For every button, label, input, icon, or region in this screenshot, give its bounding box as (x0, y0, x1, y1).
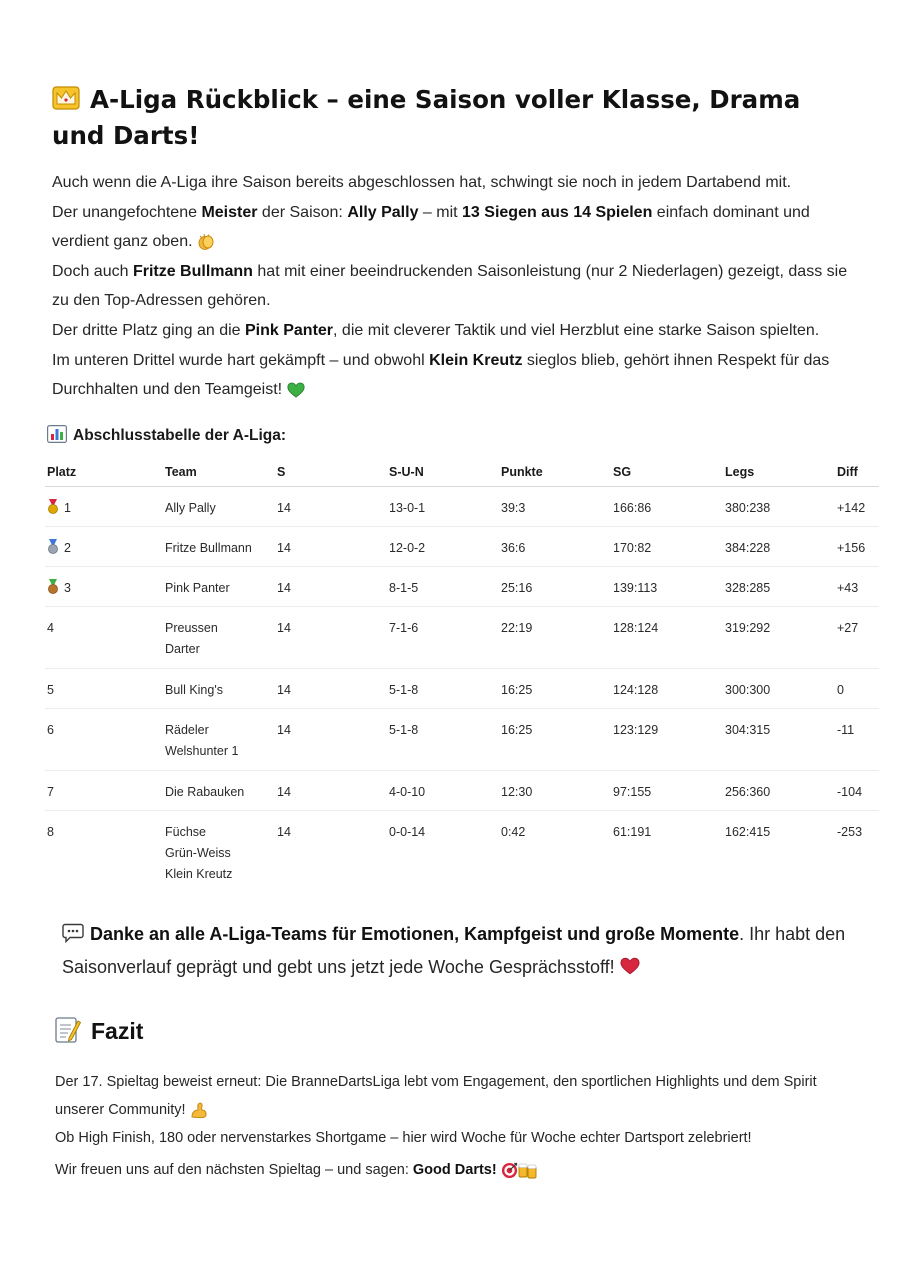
cell-sun: 5-1-8 (387, 669, 499, 709)
cell-s: 14 (275, 567, 387, 607)
column-header-diff: Diff (835, 458, 879, 487)
cell-team: Die Rabauken (163, 771, 275, 811)
table-row (45, 811, 879, 894)
table-row (45, 771, 879, 811)
fazit-paragraph-1: Der 17. Spieltag beweist erneut: Die BranneDartsLiga lebt vom Engagement, den sportlichen Highlights und dem Spirit unserer Community! (55, 1074, 817, 1118)
cell-s: 14 (275, 527, 387, 567)
cell-sg: 123:129 (611, 709, 723, 771)
cell-legs: 304:315 (723, 709, 835, 771)
column-header-team: Team (163, 458, 275, 487)
speech-bubble-icon (62, 923, 84, 943)
cell-diff: -11 (835, 709, 879, 771)
cell-platz: 5 (45, 669, 163, 709)
cell-team: Fritze Bullmann (163, 527, 275, 567)
cell-team: Füchse Grün-Weiss Klein Kreutz (165, 825, 233, 881)
cell-diff: +27 (835, 607, 879, 669)
dart-target-icon (501, 1162, 518, 1179)
cell-sg: 170:82 (611, 527, 723, 567)
cell-platz: 8 (47, 825, 54, 839)
cell-legs: 319:292 (723, 607, 835, 669)
cell-punkte: 39:3 (499, 487, 611, 527)
cell-platz: 4 (45, 607, 163, 669)
cell-legs: 300:300 (723, 669, 835, 709)
table-heading (47, 427, 286, 445)
standings-table (45, 458, 879, 893)
intro-line-3: Doch auch Fritze Bullmann hat mit einer beeindruckenden Saisonleistung (nur 2 Niederlagen) gezeigt, dass sie zu den Top-Adressen gehören. (52, 262, 848, 310)
cell-legs: 162:415 (725, 825, 771, 839)
clapping-hands-icon (197, 233, 215, 251)
table-row (45, 709, 879, 771)
cell-sun: 0-0-14 (389, 825, 426, 839)
fazit-heading-text: Fazit (91, 1018, 144, 1044)
cell-sg: 97:155 (611, 771, 723, 811)
cell-diff: +156 (835, 527, 879, 567)
intro-line-2: Der unangefochtene Meister der Saison: Ally Pally – mit 13 Siegen aus 14 Spielen einfach dominant und verdient ganz oben. (52, 203, 810, 251)
cell-punkte: 16:25 (499, 669, 611, 709)
cell-s: 14 (277, 825, 291, 839)
fazit-section (55, 1068, 855, 1184)
cell-diff: +142 (835, 487, 879, 527)
intro-line-1: Auch wenn die A-Liga ihre Saison bereits abgeschlossen hat, schwingt sie noch in jedem Dartabend mit. (52, 174, 792, 191)
table-heading-text: Abschlusstabelle der A-Liga: (73, 427, 287, 445)
cell-team: Pink Panter (163, 567, 275, 607)
cell-sun: 7-1-6 (387, 607, 499, 669)
fazit-paragraph-2: Ob High Finish, 180 oder nervenstarkes Shortgame – hier wird Woche für Woche echter Dartsport zelebriert! (55, 1130, 752, 1146)
table-row (45, 567, 879, 607)
thanks-text: . Ihr habt den Saisonverlauf geprägt und gebt uns jetzt jede Woche Gesprächsstoff! (62, 924, 846, 977)
cell-sun: 4-0-10 (387, 771, 499, 811)
cell-punkte: 22:19 (499, 607, 611, 669)
cell-punkte: 36:6 (499, 527, 611, 567)
thanks-bold-text: Danke an alle A-Liga-Teams für Emotionen, Kampfgeist und große Momente (90, 924, 740, 944)
cell-sg: 166:86 (611, 487, 723, 527)
cell-s: 14 (275, 607, 387, 669)
column-header-legs: Legs (723, 458, 835, 487)
thanks-paragraph (62, 918, 852, 984)
cell-diff: 0 (835, 669, 879, 709)
table-header-row (45, 458, 879, 487)
fazit-heading (55, 1018, 143, 1047)
cell-diff: -253 (837, 825, 863, 839)
cell-s: 14 (275, 669, 387, 709)
bar-chart-icon (47, 425, 67, 443)
table-row (45, 527, 879, 567)
intro-paragraph (52, 168, 862, 405)
cell-team: Rädeler Welshunter 1 (163, 709, 275, 771)
cell-sun: 8-1-5 (387, 567, 499, 607)
column-header-platz: Platz (45, 458, 163, 487)
crown-icon (52, 86, 80, 110)
cell-legs: 384:228 (723, 527, 835, 567)
intro-line-5: Im unteren Drittel wurde hart gekämpft – und obwohl Klein Kreutz sieglos blieb, gehört ihnen Respekt für das Durchhalten und den Teamgeist! (52, 351, 830, 399)
column-header-sg: SG (611, 458, 723, 487)
table-row (45, 669, 879, 709)
column-header-s: S (275, 458, 387, 487)
cell-legs: 328:285 (723, 567, 835, 607)
cell-team: Preussen Darter (163, 607, 275, 669)
column-header-punkte: Punkte (499, 458, 611, 487)
intro-line-4: Der dritte Platz ging an die Pink Panter, die mit cleverer Taktik und viel Herzblut eine starke Saison spielten. (52, 321, 820, 339)
cell-sg: 61:191 (613, 825, 652, 839)
red-heart-icon (620, 957, 640, 975)
cell-sg: 128:124 (611, 607, 723, 669)
cell-sg: 124:128 (611, 669, 723, 709)
cell-platz: 2 (45, 527, 163, 567)
cell-platz: 6 (45, 709, 163, 771)
table-row (45, 607, 879, 669)
green-heart-icon (287, 382, 305, 398)
cell-punkte: 12:30 (499, 771, 611, 811)
beer-mugs-icon (518, 1162, 538, 1179)
silver-medal-icon (47, 539, 59, 554)
cell-platz: 3 (45, 567, 163, 607)
cell-punkte: 25:16 (499, 567, 611, 607)
cell-s: 14 (275, 709, 387, 771)
cell-punkte: 0:42 (501, 825, 526, 839)
fazit-paragraph-3: Wir freuen uns auf den nächsten Spieltag – und sagen: Good Darts! (55, 1156, 855, 1184)
cell-team: Bull King's (163, 669, 275, 709)
cell-legs: 380:238 (723, 487, 835, 527)
cell-diff: +43 (835, 567, 879, 607)
gold-medal-icon (47, 499, 59, 514)
cell-punkte: 16:25 (499, 709, 611, 771)
cell-sun: 12-0-2 (387, 527, 499, 567)
cell-legs: 256:360 (723, 771, 835, 811)
cell-platz: 7 (45, 771, 163, 811)
cell-diff: -104 (835, 771, 879, 811)
title-text: A-Liga Rückblick – eine Saison voller Klasse, Drama und Darts! (52, 85, 801, 150)
cell-s: 14 (275, 487, 387, 527)
memo-icon (55, 1016, 81, 1044)
cell-sg: 139:113 (611, 567, 723, 607)
flexed-biceps-icon (190, 1101, 208, 1119)
page-title (52, 82, 852, 154)
table-row (45, 487, 879, 527)
column-header-sun: S-U-N (387, 458, 499, 487)
bronze-medal-icon (47, 579, 59, 594)
cell-team: Ally Pally (163, 487, 275, 527)
cell-sun: 13-0-1 (387, 487, 499, 527)
cell-platz: 1 (45, 487, 163, 527)
cell-sun: 5-1-8 (387, 709, 499, 771)
cell-s: 14 (275, 771, 387, 811)
